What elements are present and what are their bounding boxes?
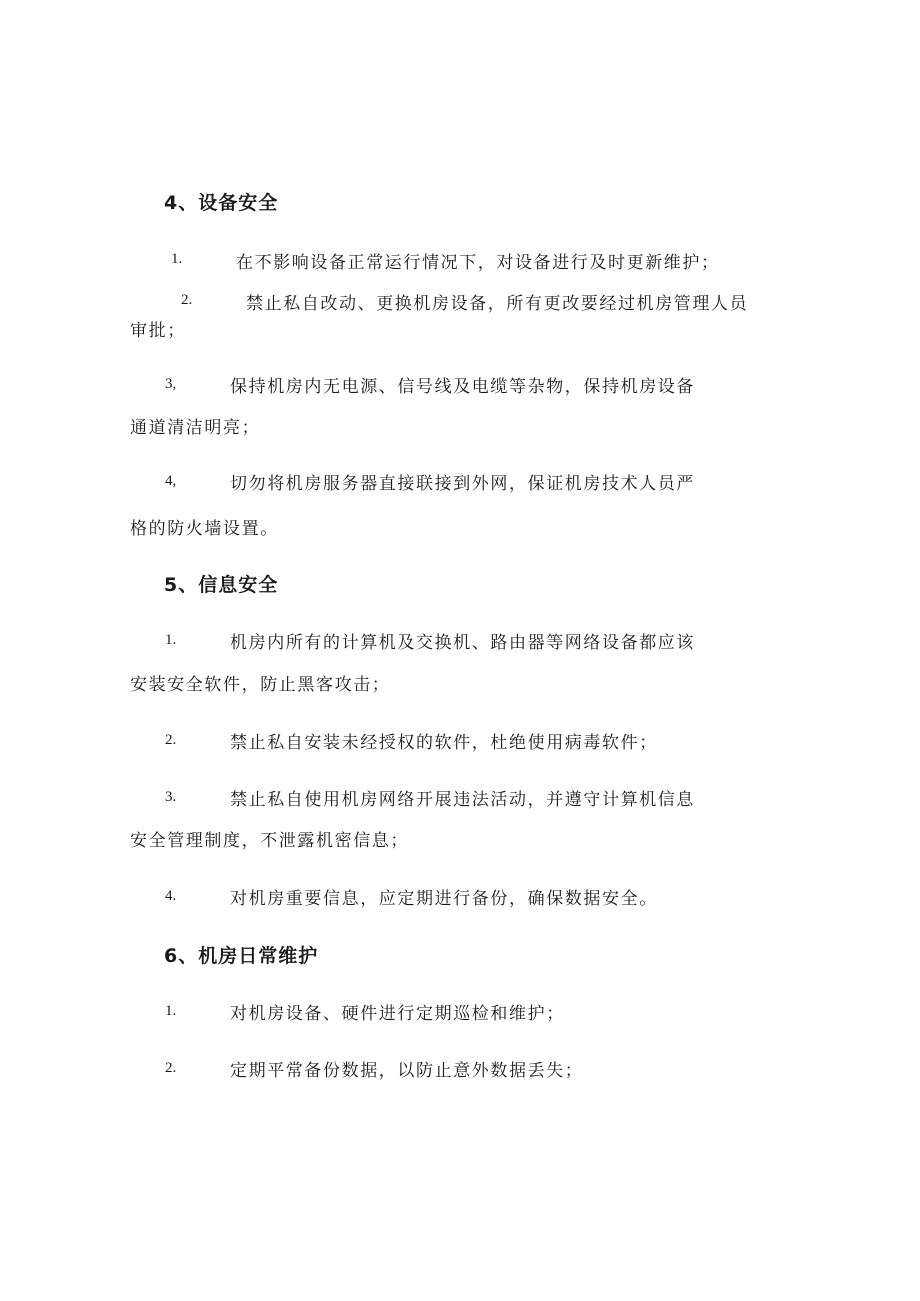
list-item-number: 2. xyxy=(165,732,177,748)
list-item-number: 4, xyxy=(165,473,177,489)
list-item-text: 在不影响设备正常运行情况下，对设备进行及时更新维护； xyxy=(236,253,720,273)
list-item-text: 对机房设备、硬件进行定期巡检和维护； xyxy=(230,1004,565,1024)
list-item-continuation: 安全管理制度，不泄露机密信息； xyxy=(130,831,409,851)
list-item-text: 对机房重要信息，应定期进行备份，确保数据安全。 xyxy=(230,889,658,909)
list-item-text: 禁止私自安装未经授权的软件，杜绝使用病毒软件； xyxy=(230,733,658,753)
list-item-number: 1. xyxy=(165,632,177,648)
list-item-number: 3. xyxy=(165,789,177,805)
list-item-text: 切勿将机房服务器直接联接到外网，保证机房技术人员严 xyxy=(230,474,695,494)
list-item-number: 4. xyxy=(165,888,177,904)
list-item-number: 2. xyxy=(165,1060,177,1076)
list-item-text: 禁止私自改动、更换机房设备，所有更改要经过机房管理人员 xyxy=(246,294,749,314)
section-heading-information-security: 5、信息安全 xyxy=(164,574,279,596)
list-item-text: 禁止私自使用机房网络开展违法活动，并遵守计算机信息 xyxy=(230,790,695,810)
list-item-continuation: 格的防火墙设置。 xyxy=(130,519,279,539)
list-item-number: 1. xyxy=(171,251,183,267)
list-item-continuation: 审批； xyxy=(130,321,186,341)
list-item-number: 2. xyxy=(181,292,193,308)
list-item-text: 保持机房内无电源、信号线及电缆等杂物，保持机房设备 xyxy=(230,377,695,397)
list-item-text: 定期平常备份数据，以防止意外数据丢失； xyxy=(230,1061,584,1081)
list-item-number: 3, xyxy=(165,376,177,392)
list-item-text: 机房内所有的计算机及交换机、路由器等网络设备都应该 xyxy=(230,633,695,653)
list-item-continuation: 通道清洁明亮； xyxy=(130,418,261,438)
section-heading-device-security: 4、设备安全 xyxy=(164,192,279,214)
section-heading-daily-maintenance: 6、机房日常维护 xyxy=(164,945,319,967)
list-item-continuation: 安装安全软件，防止黑客攻击； xyxy=(130,675,391,695)
list-item-number: 1. xyxy=(165,1003,177,1019)
